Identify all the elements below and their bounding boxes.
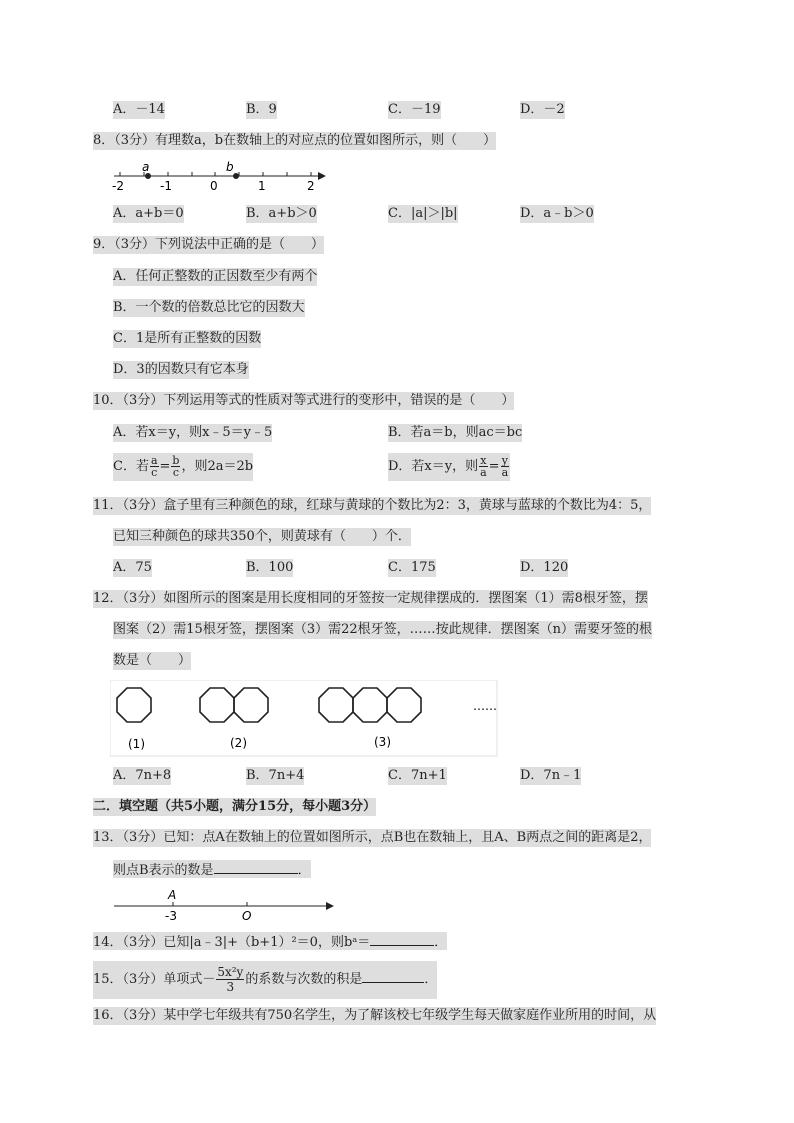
q10-option-a: A．若x＝y，则x﹣5＝y﹣5: [113, 425, 273, 440]
tick-label: -2: [112, 179, 124, 193]
point-a-label: A: [168, 888, 177, 902]
equals: =: [159, 459, 171, 474]
q13-line1: 13．（3分）已知：点A在数轴上的位置如图所示，点B也在数轴上，且A、B两点之间的距离是2，: [93, 830, 652, 845]
point-b-dot: [233, 173, 239, 179]
q8-stem: 8．（3分）有理数a，b在数轴上的对应点的位置如图所示，则（ ）: [93, 133, 497, 148]
fraction: [171, 455, 180, 478]
answer-blank: [362, 969, 424, 983]
fraction: [501, 455, 510, 478]
point-b-label: b: [226, 160, 234, 174]
figure-label-3: (3): [374, 735, 391, 749]
answer-blank: [214, 860, 298, 874]
q10c-prefix: C．若: [113, 459, 149, 474]
tick-label: 0: [210, 179, 218, 193]
denominator: a: [480, 466, 487, 479]
q9-option-c: C．1是所有正整数的因数: [113, 331, 262, 346]
tick-label: 2: [307, 179, 315, 193]
q15-prefix: 15．（3分）单项式－: [93, 972, 216, 987]
q11-option-a: A．75: [113, 560, 152, 575]
q12-line1: 12．（3分）如图所示的图案是用长度相同的牙签按一定规律摆成的．摆图案（1）需8根牙签，摆: [93, 591, 648, 606]
q11-line2: 已知三种颜色的球共350个，则黄球有（ ）个．: [113, 529, 411, 544]
q15-end: ．: [424, 972, 438, 987]
denominator: 3: [226, 980, 235, 994]
q12-line3: 数是（ ）: [113, 653, 192, 668]
tick-label: 1: [258, 179, 266, 193]
q10-stem: 10．（3分）下列运用等式的性质对等式进行的变形中，错误的是（ ）: [93, 393, 515, 408]
q12-line2: 图案（2）需15根牙签，摆图案（3）需22根牙签，……按此规律．摆图案（n）需要牙签的根: [113, 622, 652, 637]
q13-number-line: [108, 886, 340, 922]
denominator: a: [501, 466, 509, 479]
q8-option-c: C．|a|＞|b|: [388, 206, 458, 221]
toothpick-octagon-figure: [110, 680, 500, 758]
q9-stem: 9．（3分）下列说法中正确的是（ ）: [93, 237, 325, 252]
q13-line2: [113, 860, 311, 878]
q10d-prefix: D．若x＝y，则: [388, 459, 479, 474]
q12-option-b: B．7n+4: [246, 768, 305, 783]
denominator: c: [172, 466, 180, 479]
answer-blank: [370, 932, 434, 946]
numerator: a: [150, 454, 158, 467]
fraction: [216, 965, 244, 994]
q7-option-a: A．－14: [113, 102, 165, 117]
q10c-mid: ，则: [181, 459, 208, 474]
fraction: [150, 455, 159, 478]
q9-option-d: D．3的因数只有它本身: [113, 362, 249, 377]
q7-option-d: D．－2: [520, 102, 565, 117]
q7-option-b: B．9: [246, 102, 277, 117]
q10c-tail: 2a＝2b: [207, 459, 254, 474]
q12-option-d: D．7n﹣1: [520, 768, 582, 783]
denominator: c: [151, 466, 158, 479]
numerator: b: [172, 454, 180, 467]
equals: =: [488, 459, 500, 474]
q11-option-d: D．120: [520, 560, 569, 575]
q15-line: [93, 961, 437, 999]
q11-option-c: C．175: [388, 560, 436, 575]
q11-line1: 11．（3分）盒子里有三种颜色的球，红球与黄球的个数比为2：3，黄球与蓝球的个数比为4：5，: [93, 498, 652, 513]
q8-option-a: A．a+b＝0: [113, 206, 184, 221]
q11-option-b: B．100: [246, 560, 294, 575]
fraction: [479, 455, 488, 478]
q8-option-b: B．a+b＞0: [246, 206, 317, 221]
q10-option-c: [113, 453, 253, 481]
q14-line: [93, 932, 447, 950]
figure-label-1: (1): [128, 737, 145, 751]
q12-option-c: C．7n+1: [388, 768, 447, 783]
q10-option-b: B．若a＝b，则ac＝bc: [388, 425, 523, 440]
q14-end: ．: [434, 935, 448, 950]
numerator: 5x²y: [217, 965, 244, 979]
q16-line1: 16．（3分）某中学七年级共有750名学生，为了解该校七年级学生每天做家庭作业所用的时间，从: [93, 1008, 657, 1023]
section-2-heading: 二．填空题（共5小题，满分15分，每小题3分）: [93, 799, 377, 814]
q9-option-a: A．任何正整数的正因数至少有两个: [113, 269, 318, 284]
numerator: y: [501, 454, 508, 467]
q7-option-c: C．－19: [388, 102, 441, 117]
numerator: x: [480, 454, 487, 467]
q10-option-d: [388, 453, 510, 481]
q15-suffix: 的系数与次数的积是: [245, 972, 363, 987]
figure-label-2: (2): [230, 736, 247, 750]
q9-option-b: B．一个数的倍数总比它的因数大: [113, 300, 305, 315]
point-a-value: -3: [165, 909, 177, 922]
q13-line2-text: 则点B表示的数是: [113, 863, 214, 878]
q13-end: ．: [297, 863, 311, 878]
q14-text: 14．（3分）已知|a﹣3|+（b+1）²＝0，则bᵃ＝: [93, 935, 371, 950]
q12-option-a: A．7n+8: [113, 768, 172, 783]
point-a-label: a: [142, 160, 150, 174]
tick-label: -1: [160, 179, 172, 193]
origin-label: O: [242, 909, 252, 922]
q8-option-d: D．a﹣b＞0: [520, 206, 594, 221]
q8-number-line: [108, 160, 333, 196]
figure-ellipsis: ……: [473, 699, 497, 713]
